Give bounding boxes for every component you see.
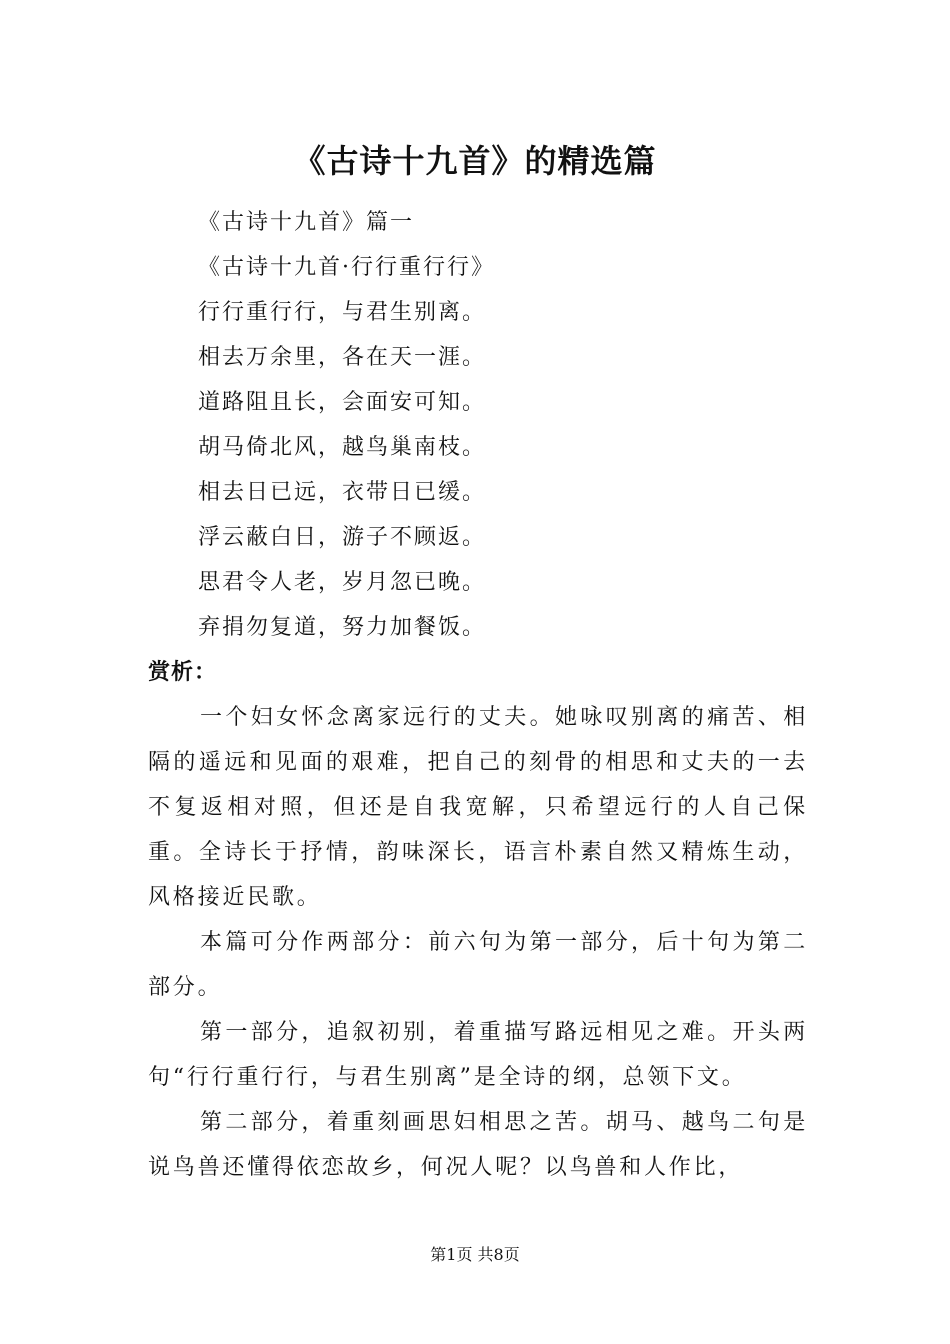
document-body [148,200,808,1190]
poem-line: 浮云蔽白日，游子不顾返。 [198,525,487,550]
poem-line: 胡马倚北风，越鸟巢南枝。 [198,435,487,460]
poem-line: 思君令人老，岁月忽已晚。 [198,570,487,595]
page-footer: 第1页 共8页 [430,1245,520,1264]
analysis-heading: 赏析： [148,659,218,685]
analysis-paragraph: 第一部分，追叙初别，着重描写路远相见之难。开头两句“行行重行行，与君生别离”是全诗的纲，总领下文。 [148,1020,808,1090]
poem-line: 道路阻且长，会面安可知。 [198,390,487,415]
poem [148,290,808,650]
poem-line: 弃捐勿复道，努力加餐饭。 [198,615,487,640]
document-title: 《古诗十九首》的精选篇 [293,142,657,180]
poem-line: 行行重行行，与君生别离。 [198,300,487,325]
poem-line: 相去万余里，各在天一涯。 [198,345,487,370]
analysis-paragraph: 第二部分，着重刻画思妇相思之苦。胡马、越鸟二句是说鸟兽还懂得依恋故乡，何况人呢？以鸟兽和人作比， [148,1110,808,1180]
analysis-paragraph: 一个妇女怀念离家远行的丈夫。她咏叹别离的痛苦、相隔的遥远和见面的艰难，把自己的刻骨的相思和丈夫的一去不复返相对照，但还是自我宽解，只希望远行的人自己保重。全诗长于抒情，韵味深长，语言朴素自然又精炼生动，风格接近民歌。 [148,705,808,910]
poem-title: 《古诗十九首·行行重行行》 [198,255,495,280]
analysis-paragraph: 本篇可分作两部分：前六句为第一部分，后十句为第二部分。 [148,930,808,1000]
poem-line: 相去日已远，衣带日已缓。 [198,480,487,505]
section-label: 《古诗十九首》篇一 [198,210,415,235]
